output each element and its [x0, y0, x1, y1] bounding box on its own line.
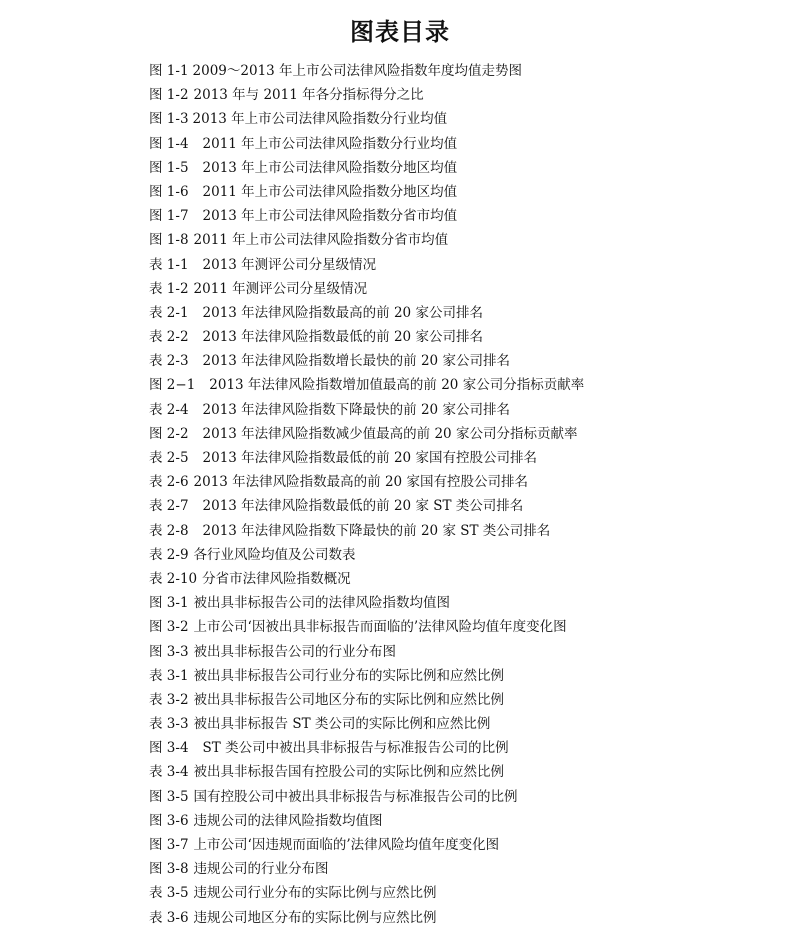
toc-entry-text: 违规公司的行业分布图: [193, 861, 329, 878]
toc-entry-text: 被出具非标报告公司的行业分布图: [193, 643, 397, 660]
toc-entry-text: 违规公司行业分布的实际比例与应然比例: [193, 885, 437, 902]
toc-entry-text: 2013 年上市公司法律风险指数分行业均值: [192, 111, 448, 128]
toc-entry-label: 表 3-3: [149, 716, 189, 733]
toc-entry: [149, 301, 584, 325]
toc-entry-text: 2013 年法律风险指数最高的前 20 家公司排名: [202, 304, 483, 321]
toc-entry-text: 2013 年与 2011 年各分指标得分之比: [193, 87, 424, 104]
toc-entry-label: 表 2-6: [149, 474, 189, 491]
toc-entry-label: 图 3-1: [149, 595, 189, 612]
toc-entry: [149, 664, 584, 688]
toc-entry-label: 表 3-1: [149, 667, 189, 684]
toc-entry-label: 图 3-8: [149, 861, 189, 878]
toc-entry-text: 2013 年法律风险指数增长最快的前 20 家公司排名: [202, 353, 510, 370]
page-title: 图表目录: [350, 18, 450, 46]
toc-entry-label: 表 1-2: [149, 280, 189, 297]
toc-entry-label: 图 1-6: [149, 183, 189, 200]
toc-entry-label: 图 1-3: [149, 111, 189, 128]
toc-entry-label: 表 1-1: [149, 256, 189, 273]
toc-entry-label: 图 2-2: [149, 425, 189, 442]
toc-entry: [149, 760, 584, 784]
toc-entry-text: 各行业风险均值及公司数表: [193, 546, 356, 563]
toc-entry-text: 国有控股公司中被出具非标报告与标准报告公司的比例: [193, 788, 518, 805]
toc-entry-label: 图 1-4: [149, 135, 189, 152]
toc-entry-text: 2011 年上市公司法律风险指数分省市均值: [193, 232, 449, 249]
toc-entry: [149, 204, 584, 228]
toc-entry: [149, 132, 584, 156]
toc-entry: [149, 373, 584, 397]
toc-entry: [149, 906, 584, 930]
toc-entry-text: 2013 年法律风险指数最低的前 20 家公司排名: [202, 329, 483, 346]
toc-entry-text: 被出具非标报告国有控股公司的实际比例和应然比例: [193, 764, 505, 781]
toc-list: [149, 59, 584, 930]
toc-entry-text: ST 类公司中被出具非标报告与标准报告公司的比例: [202, 740, 509, 757]
toc-entry-label: 表 2-10: [149, 570, 198, 587]
toc-entry: [149, 881, 584, 905]
toc-entry-text: 上市公司‘因被出具非标报告而面临的’法律风险均值年度变化图: [193, 619, 567, 636]
toc-entry-text: 违规公司的法律风险指数均值图: [193, 812, 383, 829]
toc-entry: [149, 785, 584, 809]
toc-entry-text: 2011 年上市公司法律风险指数分行业均值: [202, 135, 458, 152]
toc-entry-text: 2013 年法律风险指数最高的前 20 家国有控股公司排名: [193, 474, 528, 491]
toc-entry-label: 表 2-1: [149, 304, 189, 321]
toc-entry-label: 表 2-7: [149, 498, 189, 515]
toc-entry-text: 2013 年法律风险指数减少值最高的前 20 家公司分指标贡献率: [202, 425, 578, 442]
toc-entry-label: 表 3-6: [149, 909, 189, 926]
toc-entry-label: 图 3-4: [149, 740, 189, 757]
toc-entry-label: 表 2-2: [149, 329, 189, 346]
toc-entry: [149, 107, 584, 131]
toc-entry-label: 表 3-2: [149, 691, 189, 708]
toc-entry: [149, 615, 584, 639]
toc-entry: [149, 519, 584, 543]
toc-entry-label: 图 2−1: [149, 377, 196, 394]
toc-entry-text: 被出具非标报告 ST 类公司的实际比例和应然比例: [193, 716, 491, 733]
toc-entry-text: 2013 年法律风险指数下降最快的前 20 家 ST 类公司排名: [202, 522, 551, 539]
toc-entry-label: 图 3-3: [149, 643, 189, 660]
toc-entry-text: 被出具非标报告公司的法律风险指数均值图: [193, 595, 451, 612]
toc-entry-label: 表 2-5: [149, 450, 189, 466]
toc-entry-label: 表 2-3: [149, 353, 189, 370]
toc-entry-text: 分省市法律风险指数概况: [202, 570, 351, 587]
toc-entry-text: 2013 年法律风险指数增加值最高的前 20 家公司分指标贡献率: [209, 377, 585, 394]
toc-entry-text: 2013 年法律风险指数最低的前 20 家 ST 类公司排名: [202, 498, 524, 515]
toc-entry: [149, 809, 584, 833]
toc-entry-label: 图 3-5: [149, 788, 189, 805]
toc-entry: [149, 180, 584, 204]
toc-entry: [149, 591, 584, 615]
toc-entry-label: 表 3-5: [149, 885, 189, 902]
toc-entry-text: 2013 年上市公司法律风险指数分地区均值: [202, 159, 458, 176]
toc-entry: [149, 253, 584, 277]
toc-entry-text: 2011 年上市公司法律风险指数分地区均值: [202, 183, 458, 200]
toc-entry: [149, 277, 584, 301]
toc-entry-label: 图 3-6: [149, 812, 189, 829]
toc-entry-label: 图 1-7: [149, 208, 189, 225]
toc-entry-label: 图 3-2: [149, 619, 189, 636]
toc-entry-text: 2009～2013 年上市公司法律风险指数年度均值走势图: [192, 63, 523, 79]
toc-entry: [149, 543, 584, 567]
toc-entry: [149, 736, 584, 760]
toc-entry: [149, 640, 584, 664]
toc-entry: [149, 59, 584, 83]
toc-entry: [149, 228, 584, 252]
toc-entry: [149, 470, 584, 494]
toc-entry: [149, 349, 584, 373]
toc-entry-text: 被出具非标报告公司行业分布的实际比例和应然比例: [193, 667, 505, 684]
toc-entry-text: 2013 年法律风险指数最低的前 20 家国有控股公司排名: [202, 450, 537, 466]
toc-entry-text: 2013 年法律风险指数下降最快的前 20 家公司排名: [202, 401, 510, 418]
toc-entry-label: 图 1-1: [149, 63, 189, 79]
toc-entry: [149, 422, 584, 446]
toc-entry-text: 违规公司地区分布的实际比例与应然比例: [193, 909, 437, 926]
toc-entry-label: 表 3-4: [149, 764, 189, 781]
toc-entry: [149, 325, 584, 349]
toc-entry: [149, 83, 584, 107]
toc-entry: [149, 567, 584, 591]
toc-entry-label: 图 3-7: [149, 837, 189, 853]
toc-entry-text: 2013 年上市公司法律风险指数分省市均值: [202, 208, 458, 225]
toc-entry-text: 2011 年测评公司分星级情况: [193, 280, 368, 297]
toc-entry: [149, 446, 584, 470]
toc-entry-label: 表 2-4: [149, 401, 189, 418]
toc-entry: [149, 688, 584, 712]
toc-entry: [149, 833, 584, 857]
toc-entry-text: 上市公司‘因违规而面临的’法律风险均值年度变化图: [193, 837, 500, 853]
toc-entry: [149, 857, 584, 881]
toc-entry: [149, 156, 584, 180]
toc-entry-label: 图 1-2: [149, 87, 189, 104]
toc-entry-label: 图 1-5: [149, 159, 189, 176]
toc-entry-text: 被出具非标报告公司地区分布的实际比例和应然比例: [193, 691, 505, 708]
toc-entry: [149, 712, 584, 736]
toc-entry-text: 2013 年测评公司分星级情况: [202, 256, 377, 273]
toc-entry-label: 表 2-8: [149, 522, 189, 539]
toc-entry: [149, 398, 584, 422]
toc-entry-label: 图 1-8: [149, 232, 189, 249]
toc-entry: [149, 494, 584, 518]
toc-entry-label: 表 2-9: [149, 546, 189, 563]
